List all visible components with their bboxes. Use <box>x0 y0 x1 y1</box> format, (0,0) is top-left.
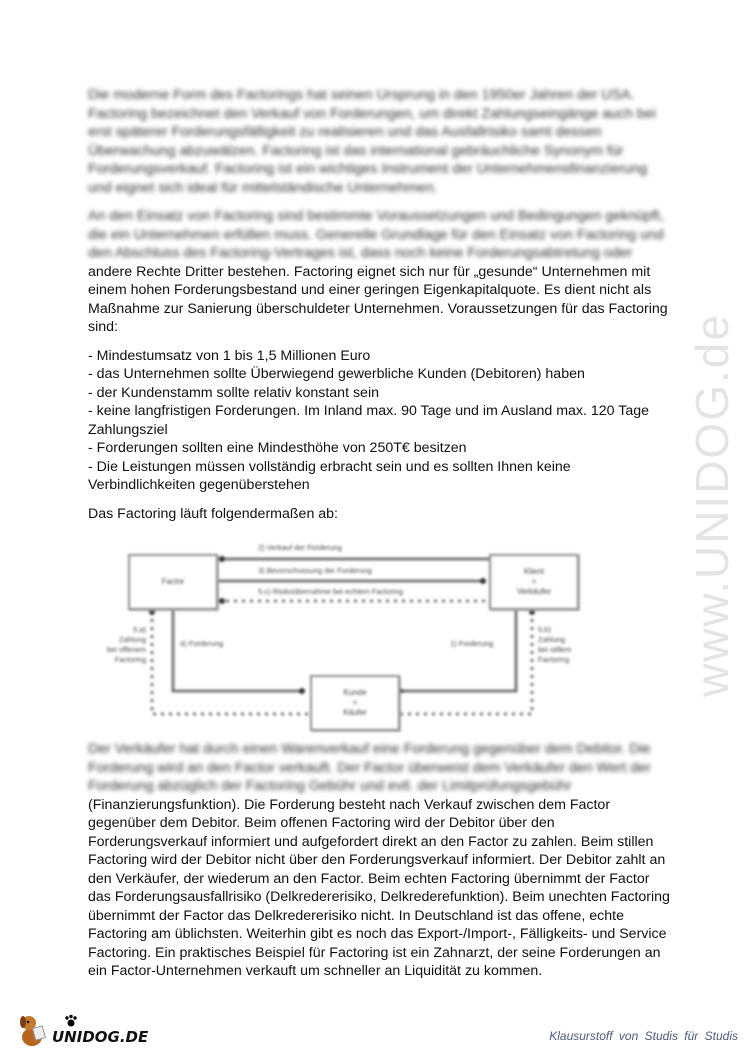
list-item: Verbindlichkeiten gegenüberstehen <box>88 477 310 493</box>
list-item: - das Unternehmen sollte Überwiegend gewerbliche Kunden (Debitoren) haben <box>88 366 585 382</box>
factoring-diagram <box>100 529 580 734</box>
klient-box <box>489 554 579 610</box>
arrow-line-5b <box>400 611 532 714</box>
paragraph-process <box>88 740 670 981</box>
equals-sign: = <box>531 577 537 586</box>
arrow-line-4 <box>173 607 300 691</box>
requirements-list <box>88 347 670 495</box>
label-line: 5.a) <box>133 625 146 634</box>
paw-icon <box>64 1014 78 1028</box>
klient-label: Klient <box>523 567 544 576</box>
paragraph-visible-part: andere Rechte Dritter bestehen. Factoring eignet sich nur für „gesunde“ Unternehmen mit einem hohen Forderungsbestand und einer geringen Eigenkapitalquote. Es dient nicht als Maßnahme zur Sanierung überschuldeter Unternehmen. Voraussetzungen für das Factoring sind: <box>88 263 668 335</box>
list-item: Zahlungsziel <box>88 421 168 438</box>
paragraph-blurred-intro: Die moderne Form des Factorings hat seinen Ursprung in den 1950er Jahren der USA. Factoring bezeichnet den Verkauf von Forderungen, um direkt Zahlungseingänge auch bei erst späterer Forderungsfälligkeit zu realisieren und das Ausfallrisiko samt dessen Überwachung abzuwälzen. Factoring ist das international gebräuchliche Synonym für Forderungsverkauf. Factoring ist ein wichtiges Instrument der Unternehmensfinanzierung und eignet sich ideal für mittelständische Unternehmen. <box>88 87 656 196</box>
factor-label: Factor <box>161 577 185 586</box>
label-line: Zahlung <box>538 635 566 644</box>
label-line: Zahlung <box>118 635 146 644</box>
right-side-label <box>538 625 571 665</box>
watermark: www.UNIDOG.de <box>686 313 738 697</box>
list-item: - Die Leistungen müssen vollständig erbracht sein und es sollten Ihnen keine <box>88 458 571 475</box>
kunde-box <box>310 675 400 731</box>
diagram-intro: Das Factoring läuft folgendermaßen ab: <box>88 505 338 522</box>
list-item: - Mindestumsatz von 1 bis 1,5 Millionen Euro <box>88 347 371 364</box>
equals-sign: = <box>352 698 358 707</box>
footer-slogan: Klausurstoff von Studis für Studis <box>549 1029 738 1043</box>
paragraph-blurred-part: An den Einsatz von Factoring sind bestimmte Voraussetzungen und Bedingungen geknüpft, die ein Unternehmen erfüllen muss. Generelle Grundlage für den Einsatz von Factoring und den Abschluss des Factoring-Vertrages ist, dass noch keine Forderungsabtretung oder <box>88 208 664 261</box>
list-item: - der Kundenstamm sollte relativ konstant sein <box>88 384 379 401</box>
arrow-label-1: 1) Forderung <box>450 639 494 648</box>
list-item: - Forderungen sollten eine Mindesthöhe von 250T€ besitzen <box>88 440 467 456</box>
label-line: bei stillem <box>538 645 572 654</box>
paragraph-requirements <box>88 207 670 337</box>
label-line: bei offenem <box>106 645 146 654</box>
kunde-label: Kunde <box>343 688 367 697</box>
arrow-label-5c: 5.c) Risikoübernahme bei echtem Factoring <box>258 587 404 596</box>
label-line: Factoring <box>114 655 146 664</box>
logo-text: UNIDOG.DE <box>52 1028 149 1046</box>
document-body <box>88 86 670 981</box>
arrow-line-1 <box>400 607 516 691</box>
arrow-label-2: 2) Verkauf der Forderung <box>258 543 342 552</box>
list-item: - keine langfristigen Forderungen. Im Inland max. 90 Tage und im Ausland max. 120 Tage <box>88 403 650 419</box>
left-side-label <box>100 625 146 665</box>
paragraph-blurred-part: Der Verkäufer hat durch einen Warenverkauf eine Forderung gegenüber dem Debitor. Die Forderung wird an den Factor verkauft. Der Factor überweist dem Verkäufer den Wert der Forderung abzüglich der Factoring Gebühr und evtl. der Limitprüfungsgebühr <box>88 741 651 794</box>
unidog-logo <box>16 1013 148 1047</box>
label-line: Factoring <box>538 655 570 664</box>
kaeufer-label: Käufer <box>343 708 367 717</box>
verkaeufer-label: Verkäufer <box>516 587 552 596</box>
arrow-label-3: 3) Bevorschussung der Forderung <box>258 566 372 575</box>
dog-icon <box>16 1013 48 1047</box>
label-line: 5.b) <box>538 625 551 634</box>
factor-box <box>128 554 218 610</box>
paragraph-visible-part: (Finanzierungsfunktion). Die Forderung besteht nach Verkauf zwischen dem Factor gegenüber dem Debitor. Beim offenen Factoring wird der Debitor über den Forderungsverkauf informiert und aufgefordert direkt an den Factor zu zahlen. Beim stillen Factoring wird der Debitor nicht über den Forderungsverkauf informiert. Der Debitor zahlt an den Verkäufer, der wiederum an den Factor. Beim echten Factoring übernimmt der Factor das Forderungsausfallrisiko (Delkredererisiko, Delkrederefunktion). Beim unechten Factoring übernimmt der Factor das Delkredererisiko nicht. In Deutschland ist das offene, echte Factoring am üblichsten. Weiterhin gibt es noch das Export-/Import-, Fälligkeits- und Service Factoring. Ein praktisches Beispiel für Factoring ist ein Zahnarzt, der seine Forderungen an ein Factor-Unternehmen verkauft um schneller an Liquidität zu kommen. <box>88 796 670 979</box>
arrow-label-4: 4) Forderung <box>180 639 224 648</box>
arrow-line-5a <box>152 611 310 714</box>
